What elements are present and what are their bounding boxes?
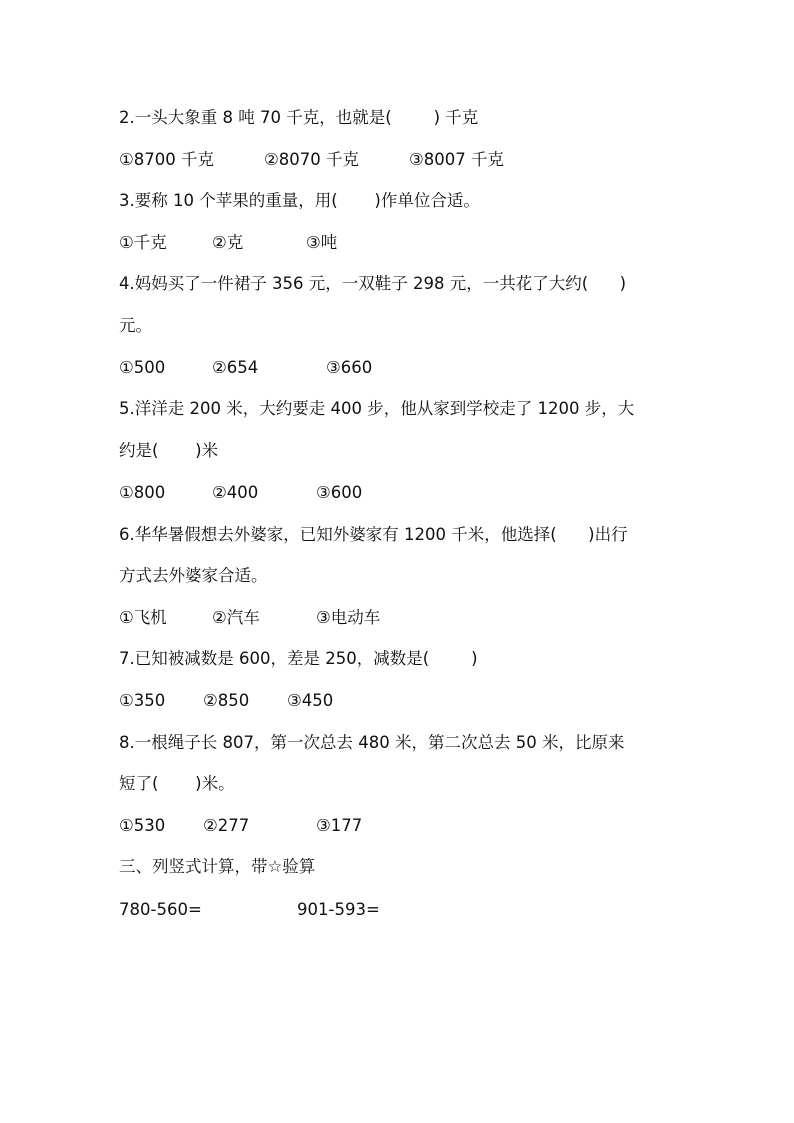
- option: ③660: [326, 358, 373, 377]
- question-5-line-1: 5.洋洋走 200 米，大约要走 400 步，他从家到学校走了 1200 步，大: [119, 399, 635, 418]
- question-4-line-1: 4.妈妈买了一件裙子 356 元，一双鞋子 298 元，一共花了大约( ): [119, 274, 627, 293]
- option: ②277: [203, 816, 250, 835]
- question-6-line-1: 6.华华暑假想去外婆家，已知外婆家有 1200 千米，他选择( )出行: [119, 525, 628, 544]
- option: ③8007 千克: [409, 150, 505, 169]
- question-7: 7.已知被减数是 600，差是 250，减数是( ): [119, 649, 478, 668]
- option: ③电动车: [316, 608, 381, 627]
- question-8-line-2: 短了( )米。: [119, 774, 235, 793]
- calc-problem: 780-560=: [119, 900, 202, 919]
- option: ②克: [212, 233, 244, 252]
- section-3-problems: [119, 898, 380, 994]
- option: ①530: [119, 816, 166, 835]
- option: ②850: [203, 691, 250, 710]
- option: ①800: [119, 483, 166, 502]
- option: ③450: [287, 691, 334, 710]
- question-5-line-2: 约是( )米: [119, 441, 219, 460]
- option: ①千克: [119, 233, 167, 252]
- option: ①500: [119, 358, 166, 377]
- option: ③600: [316, 483, 363, 502]
- option: ①350: [119, 691, 166, 710]
- question-2: 2.一头大象重 8 吨 70 千克，也就是( ) 千克: [119, 108, 479, 127]
- option: ③177: [316, 816, 363, 835]
- calc-problem: 901-593=: [297, 900, 380, 919]
- option: ①8700 千克: [119, 150, 215, 169]
- question-4-line-2: 元。: [119, 316, 152, 335]
- question-3: 3.要称 10 个苹果的重量，用( )作单位合适。: [119, 191, 480, 210]
- question-6-line-2: 方式去外婆家合适。: [119, 566, 268, 585]
- option: ②654: [212, 358, 259, 377]
- option: ②汽车: [212, 608, 260, 627]
- option: ③吨: [306, 233, 338, 252]
- option: ②8070 千克: [264, 150, 360, 169]
- option: ②400: [212, 483, 259, 502]
- section-3-title: 三、列竖式计算，带☆验算: [119, 857, 316, 876]
- question-8-line-1: 8.一根绳子长 807，第一次总去 480 米，第二次总去 50 米，比原来: [119, 733, 625, 752]
- option: ①飞机: [119, 608, 167, 627]
